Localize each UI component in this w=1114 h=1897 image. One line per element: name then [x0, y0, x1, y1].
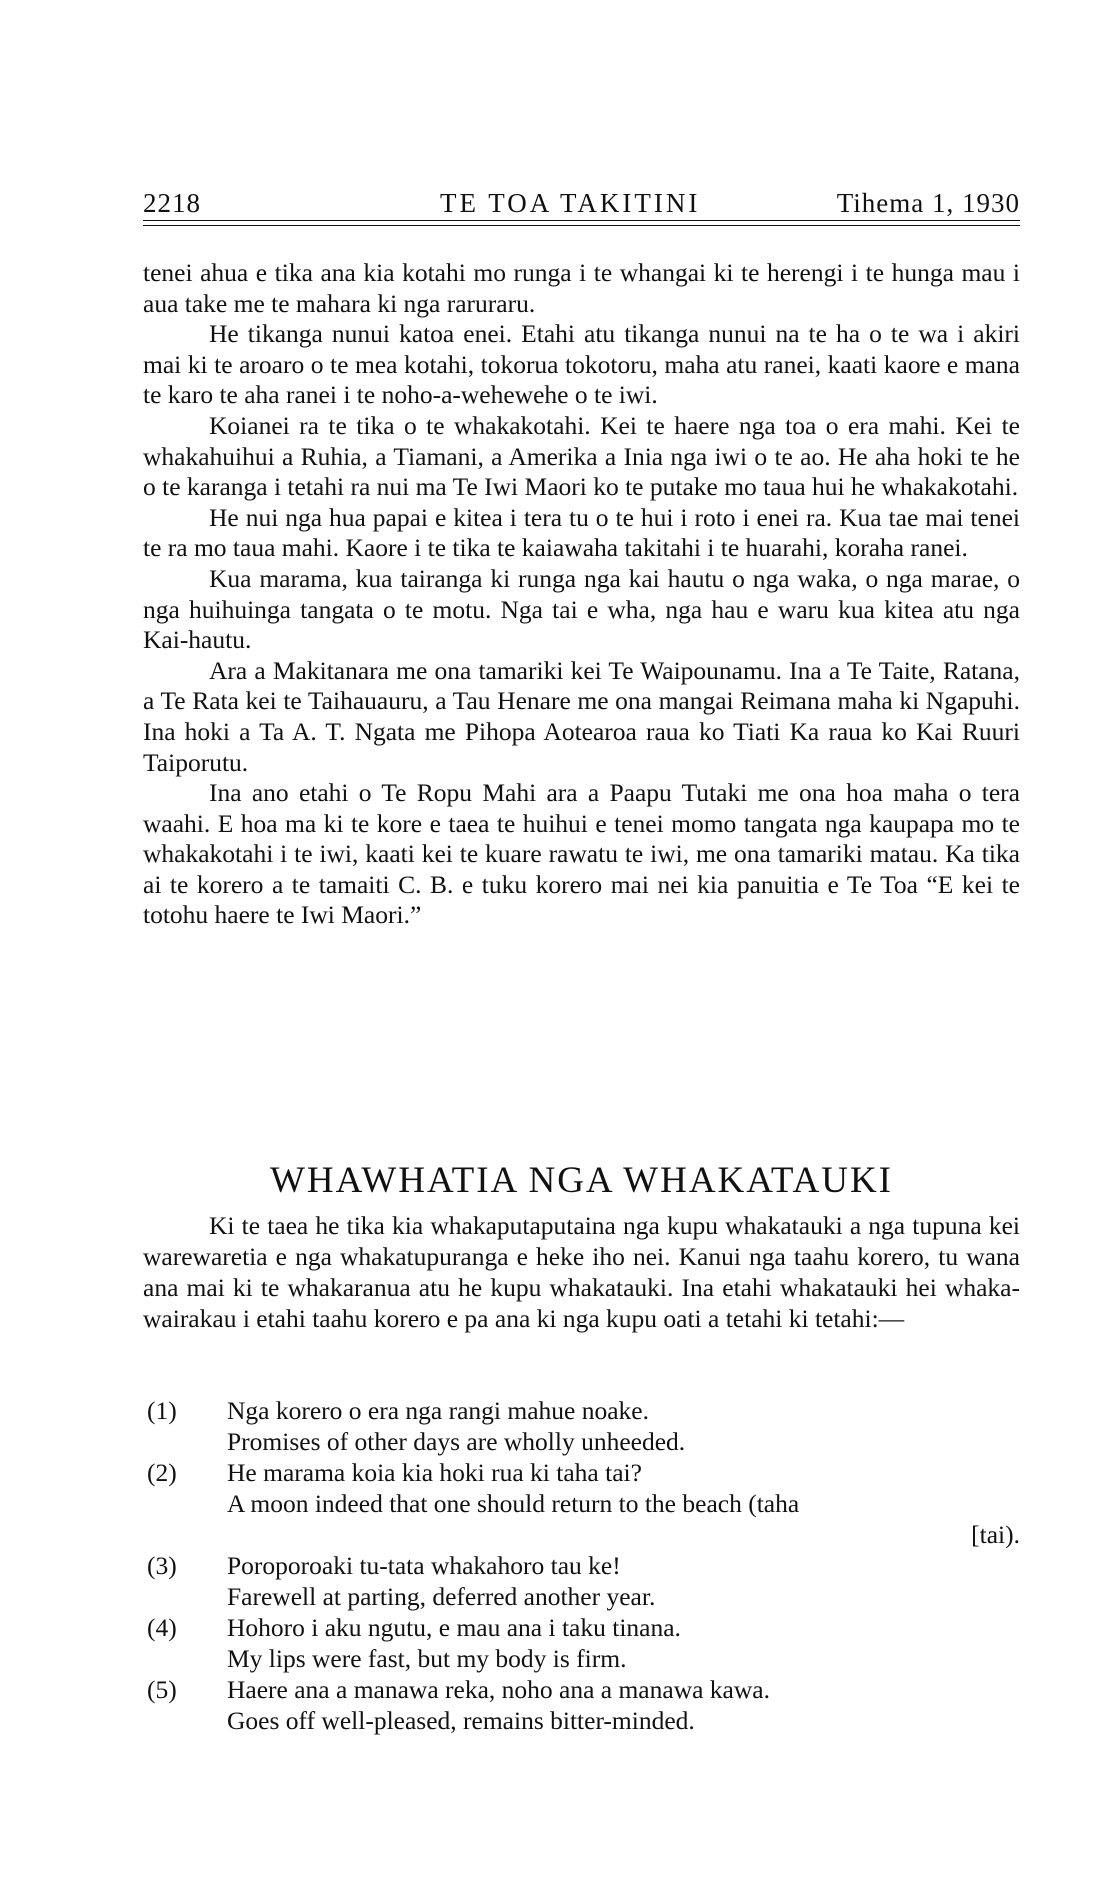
section-heading: WHAWHATIA NGA WHAKATAUKI: [269, 1160, 894, 1201]
proverb-number: (2): [147, 1458, 177, 1487]
proverb-number: (4): [147, 1613, 177, 1642]
proverb-english: Goes off well-pleased, remains bitter-minded.: [227, 1706, 695, 1735]
header-rule-bottom: [143, 225, 1020, 226]
proverb-english: A moon indeed that one should return to the beach (taha: [227, 1489, 800, 1518]
proverb-english-continuation: [tai).: [971, 1520, 1020, 1549]
proverb-maori: Nga korero o era nga rangi mahue noake.: [227, 1396, 649, 1425]
proverb-item: [143, 1395, 1020, 1457]
proverb-maori: Hohoro i aku ngutu, e mau ana i taku tinana.: [227, 1613, 681, 1642]
issue-date: Tihema 1, 1930: [836, 188, 1020, 218]
header-rule-top: [143, 220, 1020, 221]
paragraph: Ina ano etahi o Te Ropu Mahi ara a Paapu Tutaki me ona hoa maha o tera waahi. E hoa ma ki te kore e taea te huihui e tenei momo tangata nga kaupapa mo te whakakotahi i te iwi, kaati kei te kuare rawatu te iwi, me ona tamariki matau. Ka tika ai te korero a te tamaiti C. B. e tuku korero mai nei kia panuitia e Te Toa “E kei te totohu haere te Iwi Maori.”: [143, 778, 1020, 930]
paragraph: Ara a Makitanara me ona tamariki kei Te Waipounamu. Ina a Te Taite, Ratana, a Te Rata kei te Taihauauru, a Tau Henare me ona mangai Reimana maha ki Ngapuhi. Ina hoki a Ta A. T. Ngata me Pihopa Aotearoa raua ko Tiati Ka raua ko Kai Ruuri Taiporutu.: [143, 655, 1020, 777]
proverb-item: [143, 1612, 1020, 1674]
proverb-maori: He marama koia kia hoki rua ki taha tai?: [227, 1458, 642, 1487]
proverb-number: (5): [147, 1675, 177, 1704]
paragraph: He tikanga nunui katoa enei. Etahi atu tikanga nunui na te ha o te wa i akiri mai ki te aroaro o te mea kotahi, tokorua tokotoru, maha atu ranei, kaati kaore e mana te karo te aha ranei i te noho-a-wehewehe o te iwi.: [143, 319, 1020, 410]
paragraph: Koianei ra te tika o te whakakotahi. Kei te haere nga toa o era mahi. Kei te whakahuihui a Ruhia, a Tiamani, a Amerika a Inia nga iwi o te ao. He aha hoki te he o te karanga i tetahi ra nui ma Te Iwi Maori ko te putake mo taua hui he whakakotahi.: [143, 410, 1020, 502]
proverb-list: [143, 1395, 1020, 1736]
proverb-english: My lips were fast, but my body is firm.: [227, 1644, 627, 1673]
running-header: [143, 188, 1020, 220]
proverb-maori: Haere ana a manawa reka, noho ana a manawa kawa.: [227, 1675, 770, 1704]
proverb-item: [143, 1457, 1020, 1550]
proverb-english: Farewell at parting, deferred another year.: [227, 1582, 656, 1611]
paragraph: He nui nga hua papai e kitea i tera tu o te hui i roto i enei ra. Kua tae mai tenei te ra mo taua mahi. Kaore i te tika te kaiawaha takitahi i te huarahi, koraha ranei.: [143, 502, 1020, 563]
proverb-maori: Poroporoaki tu-tata whakahoro tau ke!: [227, 1551, 621, 1580]
proverb-item: [143, 1550, 1020, 1612]
paragraph: Ki te taea he tika kia whakaputaputaina nga kupu whakatauki a nga tupuna kei warewaretia e nga whakatupuranga e heke iho nei. Kanui nga taahu korero, tu wana ana mai ki te whakaranua atu he kupu whakatauki. Ina etahi whakatauki hei whaka-wairakau i etahi taahu korero e pa ana ki nga kupu oati a tetahi ki tetahi:—: [143, 1211, 1020, 1333]
proverb-english: Promises of other days are wholly unheeded.: [227, 1427, 686, 1456]
paragraph: Kua marama, kua tairanga ki runga nga kai hautu o nga waka, o nga marae, o nga huihuinga tangata o te motu. Nga tai e wha, nga hau e waru kua kitea atu nga Kai-hautu.: [143, 563, 1020, 655]
proverb-number: (1): [147, 1396, 177, 1425]
page-number: 2218: [143, 188, 201, 218]
proverb-item: [143, 1674, 1020, 1736]
paragraph: tenei ahua e tika ana kia kotahi mo runga i te whangai ki te herengi i te hunga mau i aua take me te mahara ki nga raruraru.: [143, 258, 1020, 318]
article-body: [143, 258, 1020, 931]
proverb-number: (3): [147, 1551, 177, 1580]
section-intro: [143, 1210, 1020, 1334]
publication-title: TE TOA TAKITINI: [440, 188, 701, 218]
